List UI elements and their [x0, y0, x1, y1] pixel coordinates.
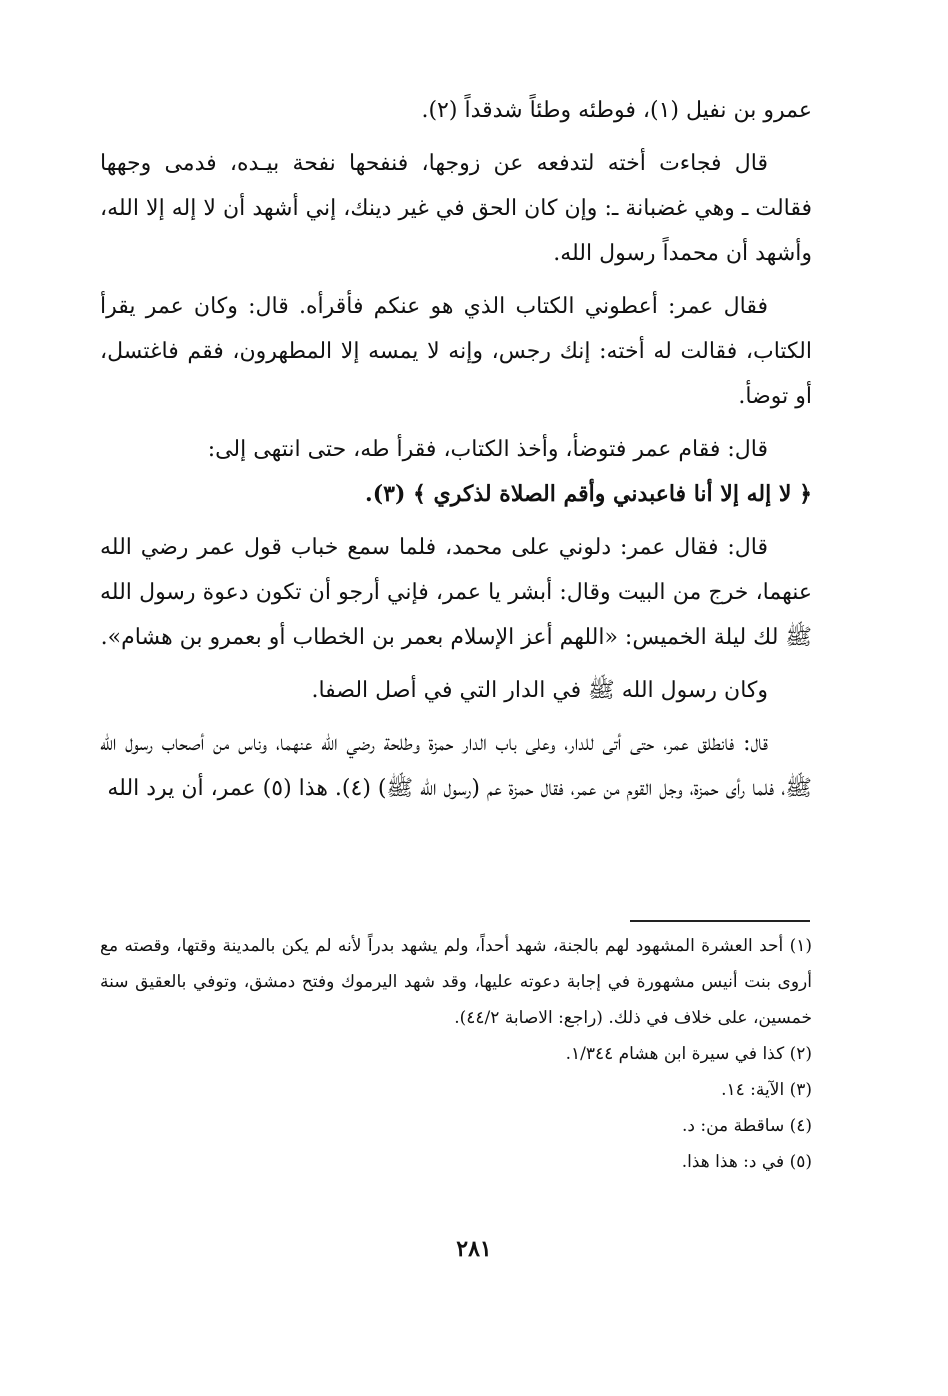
footnotes — [100, 928, 812, 1180]
paragraph-1: عمرو بن نفيل (١)، فوطئه وطئاً شدقداً (٢). — [421, 98, 812, 123]
paragraph-5: قال: فقال عمر: دلوني على محمد، فلما سمع خباب قول عمر رضي الله عنهما، خرج من البيت وقال: أبشر يا عمر، فإني أرجو أن تكون دعوة رسول الله ﷺ لك ليلة الخميس: «اللهم أعز الإسلام بعمر بن الخطاب أو بعمرو بن هشام». — [100, 535, 812, 650]
footnote-4: (٤) ساقطة من: د. — [682, 1116, 812, 1136]
quran-verse — [100, 472, 812, 517]
footnote-1: (١) أحد العشرة المشهود لهم بالجنة، شهد أحداً، ولم يشهد بدراً لأنه لم يكن بالمدينة وقتها، وقصته مع أروى بنت أنيس مشهورة في إجابة دعوته عليها، وقد شهد اليرموك وفتح دمشق، وتوفي بالعقيق سنة خمسين، على خلاف في ذلك. (راجع: الاصابة ٤٤/٢). — [100, 936, 812, 1028]
footnote-divider — [630, 920, 810, 922]
main-text — [100, 88, 812, 819]
paragraph-7: قال: فانطلق عمر، حتى أتى للدار، وعلى باب الدار حمزة وطلحة رضي الله عنهما، وناس من أصحاب رسول الله ﷺ، فلما رأى حمزة، وجل القوم من عمر، فقال حمزة عم (رسول الله ﷺ) (٤). هذا (٥) عمر، أن يرد الله — [100, 731, 812, 801]
footnote-3: (٣) الآية: ١٤. — [721, 1080, 812, 1100]
page-number: ٢٨١ — [456, 1236, 492, 1262]
paragraph-4: قال: فقام عمر فتوضأ، وأخذ الكتاب، فقرأ طه، حتى انتهى إلى: — [207, 437, 768, 462]
footnote-5: (٥) في د: هذا هذا. — [681, 1152, 812, 1172]
paragraph-6: وكان رسول الله ﷺ في الدار التي في أصل الصفا. — [311, 678, 768, 703]
paragraph-2: قال فجاءت أخته لتدفعه عن زوجها، فنفحها نفحة بيـده، فدمى وجهها فقالت ـ وهي غضبانة ـ: وإن كان الحق في غير دينك، إني أشهد أن لا إله إلا الله، وأشهد أن محمداً رسول الله. — [100, 151, 812, 266]
verse-text: ﴿ لا إله إلا أنا فاعبدني وأقم الصلاة لذكري ﴾ (٣). — [365, 481, 812, 507]
footnote-2: (٢) كذا في سيرة ابن هشام ١/٣٤٤. — [565, 1044, 812, 1064]
paragraph-3: فقال عمر: أعطوني الكتاب الذي هو عنكم فأقرأه. قال: وكان عمر يقرأ الكتاب، فقالت له أخته: إنك رجس، وإنه لا يمسه إلا المطهرون، فقم فاغتسل، أو توضأ. — [100, 294, 812, 409]
